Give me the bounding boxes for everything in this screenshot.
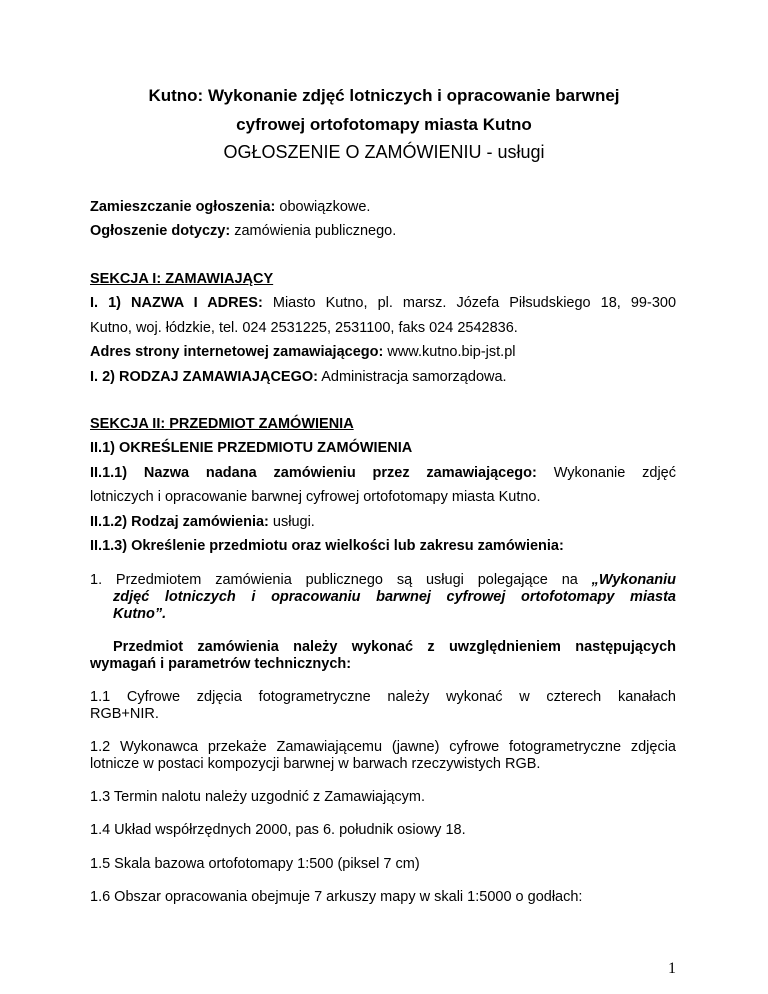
section-1-heading: SEKCJA I: ZAMAWIAJĄCY: [90, 271, 274, 287]
section-1-website: Adres strony internetowej zamawiającego: www.kutno.bip-jst.pl: [90, 344, 516, 360]
section-1-name-address-cont: Kutno, woj. łódzkie, tel. 024 2531225, 2531100, faks 024 2542836.: [90, 320, 518, 336]
point-1-1-line-2: RGB+NIR.: [90, 706, 159, 722]
document-title-line-1: Kutno: Wykonanie zdjęć lotniczych i opracowanie barwnej: [148, 86, 620, 105]
section-2-subheading: II.1) OKREŚLENIE PRZEDMIOTU ZAMÓWIENIA: [90, 440, 413, 456]
point-1-5: 1.5 Skala bazowa ortofotomapy 1:500 (piksel 7 cm): [90, 856, 420, 872]
section-1-name-address: I. 1) NAZWA I ADRES: Miasto Kutno, pl. marsz. Józefa Piłsudskiego 18, 99-300: [90, 295, 677, 311]
section-1-type: I. 2) RODZAJ ZAMAWIAJĄCEGO: Administracja samorządowa.: [90, 369, 507, 385]
section-2-heading: SEKCJA II: PRZEDMIOT ZAMÓWIENIA: [90, 416, 354, 432]
section-2-name-line-1: II.1.1) Nazwa nadana zamówieniu przez zamawiającego: Wykonanie zdjęć: [90, 465, 676, 481]
point-1-3: 1.3 Termin nalotu należy uzgodnić z Zamawiającym.: [90, 789, 426, 805]
document-subtitle: OGŁOSZENIE O ZAMÓWIENIU - usługi: [223, 142, 545, 162]
point-1-2-line-1: 1.2 Wykonawca przekaże Zamawiającemu (jawne) cyfrowe fotogrametryczne zdjęcia: [90, 739, 676, 755]
page-number: 1: [668, 960, 676, 977]
requirements-line-2: wymagań i parametrów technicznych:: [90, 656, 352, 672]
item-1-line-3: Kutno”.: [113, 606, 167, 622]
point-1-4: 1.4 Układ współrzędnych 2000, pas 6. południk osiowy 18.: [90, 822, 466, 838]
field-concerns: Ogłoszenie dotyczy: zamówienia publicznego.: [90, 223, 397, 239]
field-placement: Zamieszczanie ogłoszenia: obowiązkowe.: [90, 199, 371, 215]
item-1-line-2: zdjęć lotniczych i opracowaniu barwnej cyfrowej ortofotomapy miasta: [113, 589, 676, 605]
point-1-1-line-1: 1.1 Cyfrowe zdjęcia fotogrametryczne należy wykonać w czterech kanałach: [90, 689, 676, 705]
requirements-line-1: Przedmiot zamówienia należy wykonać z uwzględnieniem następujących: [113, 639, 676, 655]
section-2-scope-label: II.1.3) Określenie przedmiotu oraz wielkości lub zakresu zamówienia:: [90, 538, 564, 554]
section-2-name-line-2: lotniczych i opracowanie barwnej cyfrowej ortofotomapy miasta Kutno.: [90, 489, 541, 505]
point-1-6: 1.6 Obszar opracowania obejmuje 7 arkuszy mapy w skali 1:5000 o godłach:: [90, 889, 583, 905]
document-title-line-2: cyfrowej ortofotomapy miasta Kutno: [236, 115, 532, 134]
point-1-2-line-2: lotnicze w postaci kompozycji barwnej w barwach rzeczywistych RGB.: [90, 756, 541, 772]
item-1-line-1: 1. Przedmiotem zamówienia publicznego są usługi polegające na „Wykonaniu: [90, 572, 676, 588]
section-2-kind: II.1.2) Rodzaj zamówienia: usługi.: [90, 514, 315, 530]
